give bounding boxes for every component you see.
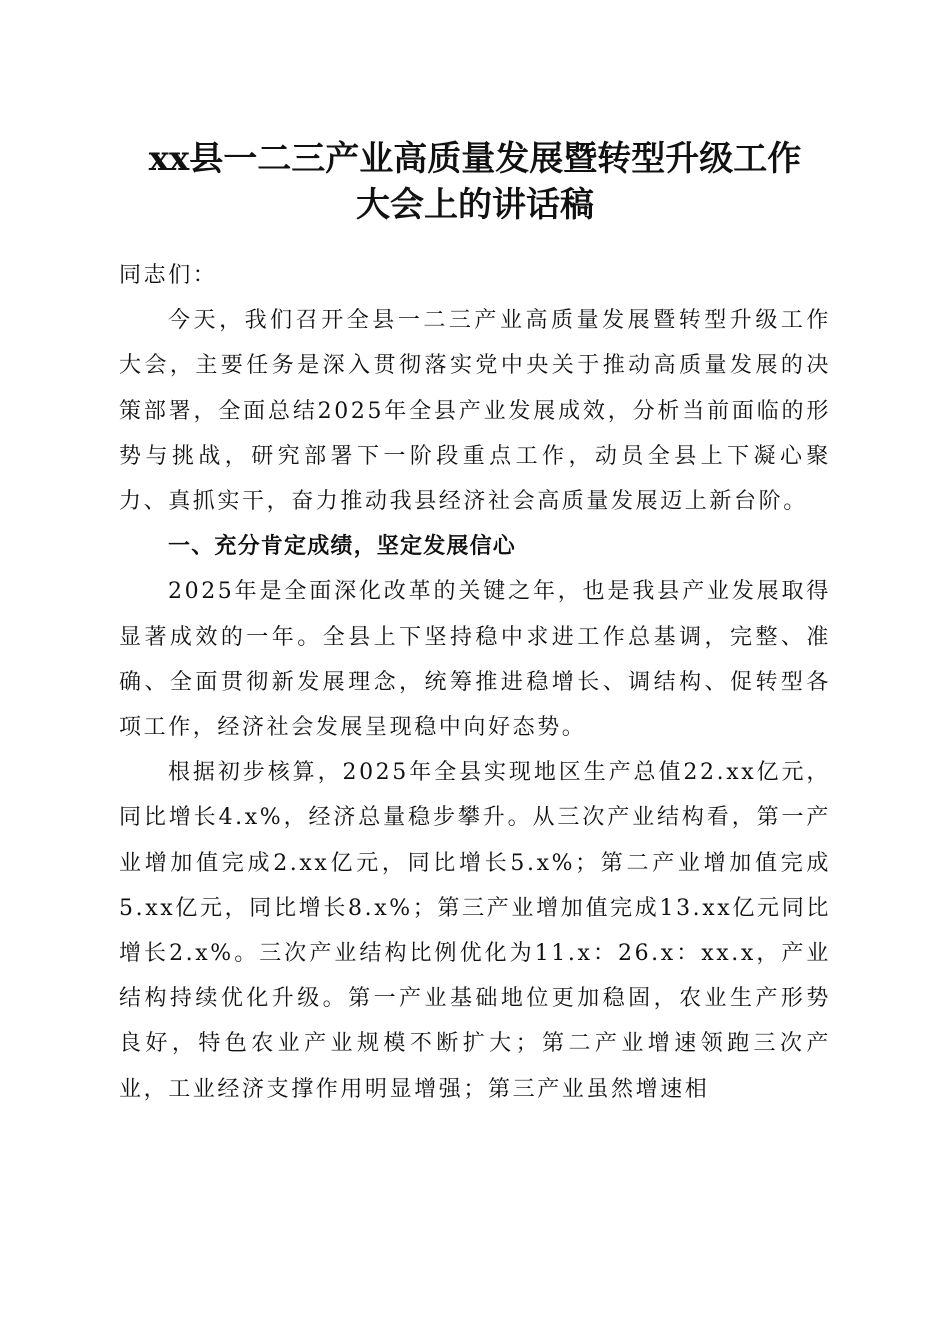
title-line-2: 大会上的讲话稿 xyxy=(356,185,594,225)
section-heading-1: 一、充分肯定成绩，坚定发展信心 xyxy=(168,534,517,560)
document-body xyxy=(119,253,831,1112)
document-title xyxy=(100,136,850,228)
paragraph-intro: 今天，我们召开全县一二三产业高质量发展暨转型升级工作大会，主要任务是深入贯彻落实党中央关于推动高质量发展的决策部署，全面总结2025年全县产业发展成效，分析当前面临的形势与挑战，研究部署下一阶段重点工作，动员全县上下凝心聚力、真抓实干，奋力推动我县经济社会高质量发展迈上新台阶。 xyxy=(119,308,831,515)
paragraph-2025-summary: 2025年是全面深化改革的关键之年，也是我县产业发展取得显著成效的一年。全县上下坚持稳中求进工作总基调，完整、准确、全面贯彻新发展理念，统筹推进稳增长、调结构、促转型各项工作，经济社会发展呈现稳中向好态势。 xyxy=(119,579,831,741)
title-line-1: xx县一二三产业高质量发展暨转型升级工作 xyxy=(148,139,802,179)
paragraph-economic-data: 根据初步核算，2025年全县实现地区生产总值22.xx亿元，同比增长4.x%，经济总量稳步攀升。从三次产业结构看，第一产业增加值完成2.xx亿元，同比增长5.x%；第二产业增加值完成5.xx亿元，同比增长8.x%；第三产业增加值完成13.xx亿元同比增长2.x%。三次产业结构比例优化为11.x：26.x：xx.x，产业结构持续优化升级。第一产业基础地位更加稳固，农业生产形势良好，特色农业产业规模不断扩大；第二产业增速领跑三次产业，工业经济支撑作用明显增强；第三产业虽然增速相 xyxy=(119,760,831,1102)
salutation: 同志们： xyxy=(119,263,218,288)
